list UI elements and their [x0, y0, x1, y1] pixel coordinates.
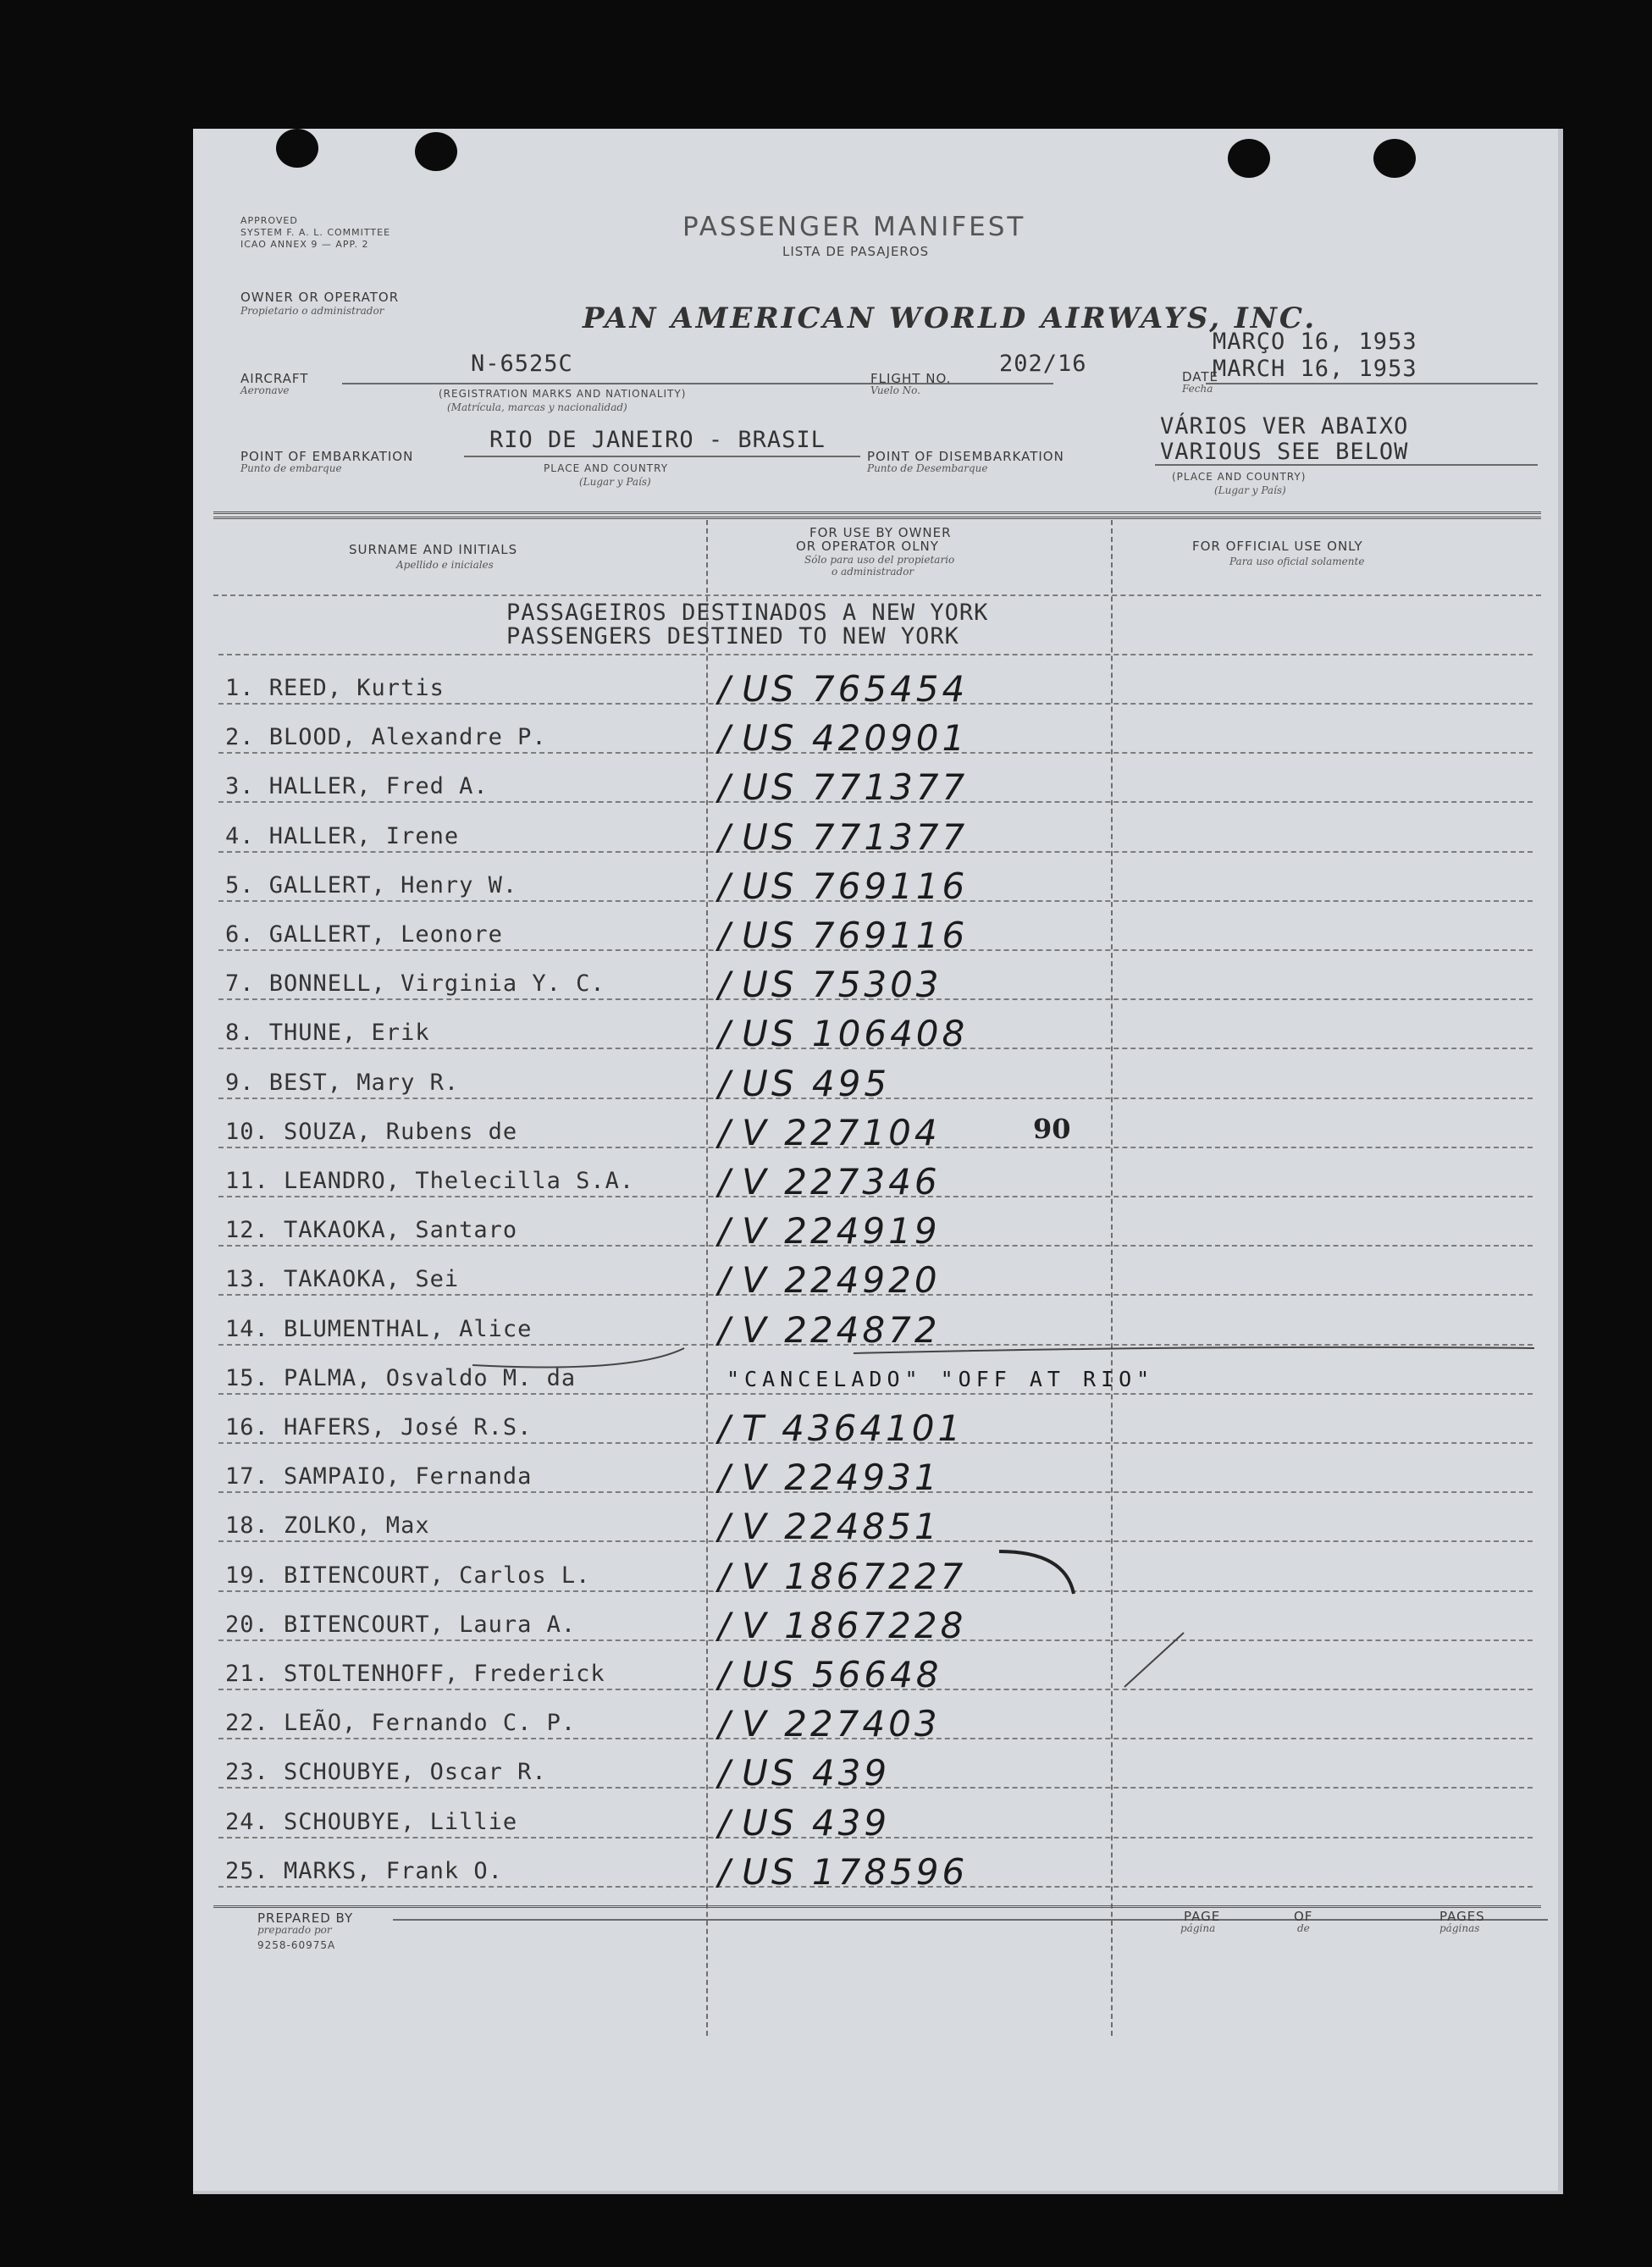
- passport-number: / V 1867228: [718, 1605, 966, 1646]
- passport-number: / US 75303: [718, 964, 942, 1005]
- passport-number: / V 224931: [718, 1457, 941, 1498]
- passport-number: / V 227104: [718, 1112, 941, 1153]
- col-owner-use-es-1: Sólo para uso del propietario: [804, 554, 955, 566]
- col-owner-use-2: OR OPERATOR OLNY: [796, 539, 939, 554]
- page-label-es: página: [1180, 1922, 1216, 1934]
- official-note: 90: [1033, 1112, 1071, 1145]
- passport-number: / US 769116: [718, 865, 968, 907]
- passenger-name: 10. SOUZA, Rubens de: [225, 1118, 518, 1145]
- flight-date: MARCH 16, 1953: [1213, 356, 1417, 382]
- passenger-name: 23. SCHOUBYE, Oscar R.: [225, 1759, 547, 1786]
- col-surname-es: Apellido e iniciales: [396, 559, 494, 571]
- place-country-label: PLACE AND COUNTRY: [544, 462, 669, 474]
- aircraft-label: AIRCRAFT: [240, 371, 309, 386]
- passenger-name: 8. THUNE, Erik: [225, 1020, 430, 1047]
- embark-point: RIO DE JANEIRO - BRASIL: [489, 427, 826, 453]
- owner-label-es: Propietario o administrador: [240, 305, 384, 317]
- system-label: SYSTEM F. A. L. COMMITTEE: [240, 227, 391, 238]
- passenger-name: 16. HAFERS, José R.S.: [225, 1414, 533, 1440]
- pages-label-es: páginas: [1439, 1922, 1480, 1934]
- of-label: OF: [1294, 1909, 1313, 1924]
- section-heading-pt: PASSAGEIROS DESTINADOS A NEW YORK: [506, 600, 989, 626]
- aircraft-label-es: Aeronave: [240, 384, 290, 396]
- section-heading-en: PASSENGERS DESTINED TO NEW YORK: [506, 623, 959, 650]
- passport-number: / V 224851: [718, 1506, 941, 1547]
- passenger-name: 6. GALLERT, Leonore: [225, 921, 503, 948]
- pages-label: PAGES: [1439, 1909, 1485, 1924]
- passenger-name: 17. SAMPAIO, Fernanda: [225, 1463, 533, 1490]
- passenger-name: 9. BEST, Mary R.: [225, 1069, 460, 1096]
- passenger-name: 13. TAKAOKA, Sei: [225, 1266, 460, 1293]
- of-label-es: de: [1297, 1922, 1310, 1934]
- passport-number: / US 439: [718, 1802, 890, 1844]
- disembark-point-pt: VÁRIOS VER ABAIXO: [1160, 413, 1409, 440]
- form-title: PASSENGER MANIFEST: [682, 212, 1026, 242]
- disembark-label: POINT OF DISEMBARKATION: [867, 449, 1064, 464]
- icao-label: ICAO ANNEX 9 — APP. 2: [240, 239, 369, 250]
- passenger-name: 1. REED, Kurtis: [225, 675, 445, 701]
- place-country2-label: (PLACE AND COUNTRY): [1172, 471, 1307, 483]
- passport-number: / V 224872: [718, 1309, 941, 1351]
- passport-number: / US 495: [718, 1063, 890, 1104]
- date-label: DATE: [1182, 369, 1219, 384]
- passenger-name: 21. STOLTENHOFF, Frederick: [225, 1661, 605, 1687]
- passenger-name: 14. BLUMENTHAL, Alice: [225, 1315, 533, 1342]
- passenger-name: 19. BITENCOURT, Carlos L.: [225, 1562, 591, 1589]
- passport-number: / V 227346: [718, 1161, 941, 1203]
- registration-note: (REGISTRATION MARKS AND NATIONALITY): [439, 388, 687, 400]
- passport-number: / V 227403: [718, 1703, 941, 1744]
- passport-number: / US 56648: [718, 1654, 942, 1695]
- page-label: PAGE: [1184, 1909, 1221, 1924]
- flight-number: 202/16: [999, 351, 1087, 377]
- passenger-name: 25. MARKS, Frank O.: [225, 1857, 503, 1884]
- passenger-name: 5. GALLERT, Henry W.: [225, 871, 518, 899]
- passport-number: / US 769116: [718, 915, 968, 956]
- passenger-name: 11. LEANDRO, Thelecilla S.A.: [225, 1168, 635, 1194]
- passenger-name: 24. SCHOUBYE, Lillie: [225, 1808, 518, 1835]
- owner-label: OWNER OR OPERATOR: [240, 290, 400, 305]
- passenger-name: 7. BONNELL, Virginia Y. C.: [225, 970, 605, 998]
- passport-number: / US 765454: [718, 668, 968, 710]
- passenger-name: 15. PALMA, Osvaldo M. da: [225, 1364, 577, 1391]
- col-official-es: Para uso oficial solamente: [1229, 556, 1365, 567]
- passenger-name: 22. LEÃO, Fernando C. P.: [225, 1710, 577, 1737]
- col-surname: SURNAME AND INITIALS: [349, 542, 518, 557]
- manifest-sheet: [193, 129, 1563, 2194]
- passenger-name: 3. HALLER, Fred A.: [225, 773, 489, 800]
- passport-number: / V 1867227: [718, 1556, 966, 1597]
- handwritten-marks: [193, 129, 1558, 2191]
- registration-note-es: (Matrícula, marcas y nacionalidad): [447, 401, 627, 413]
- flight-label-es: Vuelo No.: [870, 384, 920, 396]
- approved-label: APPROVED: [240, 215, 298, 226]
- passenger-name: 12. TAKAOKA, Santaro: [225, 1217, 518, 1244]
- date-portuguese: MARÇO 16, 1953: [1213, 329, 1417, 355]
- col-owner-use-1: FOR USE BY OWNER: [809, 525, 952, 540]
- form-subtitle: LISTA DE PASAJEROS: [782, 244, 930, 259]
- passport-number: / US 771377: [718, 766, 968, 808]
- passport-number: / US 106408: [718, 1013, 968, 1054]
- passport-number: / US 439: [718, 1752, 890, 1794]
- embark-label-es: Punto de embarque: [240, 462, 342, 474]
- place-country2-label-es: (Lugar y País): [1214, 484, 1286, 496]
- date-label-es: Fecha: [1182, 383, 1213, 395]
- passenger-name: 18. ZOLKO, Max: [225, 1512, 430, 1540]
- operator-name: PAN AMERICAN WORLD AIRWAYS, INC.: [583, 301, 1318, 335]
- col-official: FOR OFFICIAL USE ONLY: [1192, 539, 1363, 554]
- passport-number: "CANCELADO" "OFF AT RIO": [727, 1366, 1155, 1391]
- passport-number: / US 771377: [718, 816, 968, 858]
- col-owner-use-es-2: o administrador: [832, 566, 914, 578]
- embark-label: POINT OF EMBARKATION: [240, 449, 414, 464]
- passport-number: / T 4364101: [718, 1407, 964, 1449]
- flight-label: FLIGHT NO.: [870, 371, 952, 386]
- passenger-name: 20. BITENCOURT, Laura A.: [225, 1611, 577, 1638]
- passenger-name: 2. BLOOD, Alexandre P.: [225, 724, 547, 751]
- passport-number: / US 178596: [718, 1851, 968, 1893]
- place-country-label-es: (Lugar y País): [579, 476, 651, 488]
- disembark-label-es: Punto de Desembarque: [867, 462, 988, 474]
- passport-number: / US 420901: [718, 717, 968, 759]
- aircraft-registration: N-6525C: [471, 351, 573, 377]
- prepared-label-es: preparado por: [257, 1924, 332, 1936]
- passport-number: / V 224919: [718, 1210, 941, 1252]
- passenger-name: 4. HALLER, Irene: [225, 822, 460, 849]
- prepared-label: PREPARED BY: [257, 1910, 354, 1926]
- disembark-point: VARIOUS SEE BELOW: [1160, 439, 1409, 465]
- passport-number: / V 224920: [718, 1259, 941, 1301]
- form-number: 9258-60975A: [257, 1939, 336, 1951]
